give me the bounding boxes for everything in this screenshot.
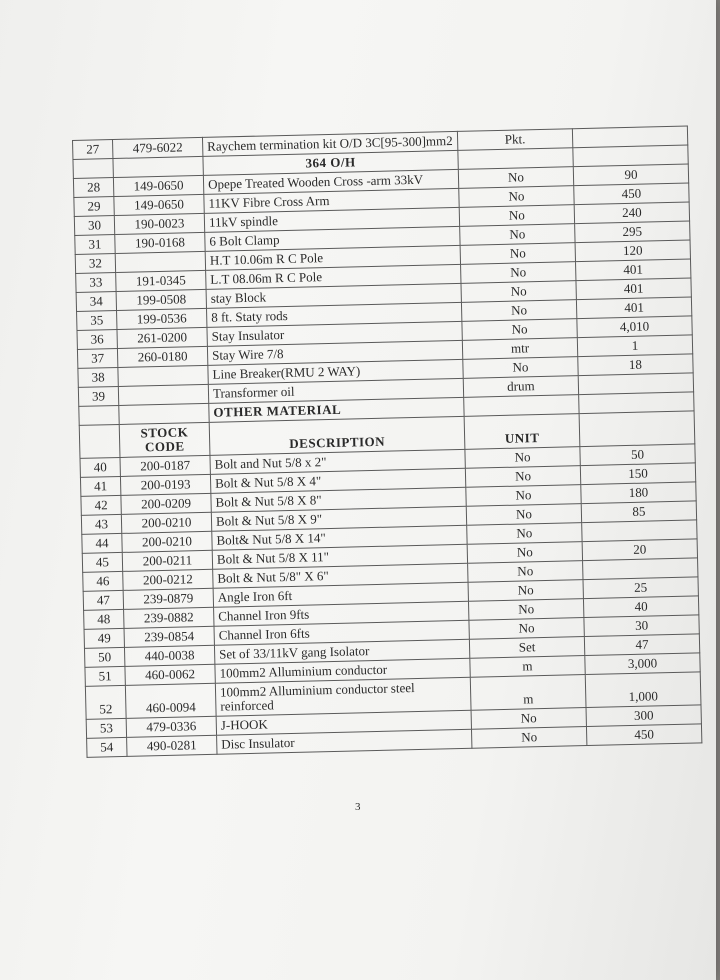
- item-number-cell: 48: [84, 609, 124, 629]
- description-cell: Stay Wire 7/8: [207, 340, 462, 365]
- stock-code-cell: 490-0281: [127, 735, 217, 756]
- description-cell: Transformer oil: [208, 378, 463, 403]
- description-cell: J-HOOK: [216, 710, 471, 735]
- description-cell: Bolt & Nut 5/8 X 8": [211, 487, 466, 512]
- unit-cell: No: [471, 727, 586, 749]
- description-cell: Set of 33/11kV gang Isolator: [214, 639, 469, 664]
- unit-header: UNIT: [464, 414, 580, 450]
- description-cell: H.T 10.06m R C Pole: [205, 245, 460, 270]
- stock-code-cell: 479-0336: [126, 716, 216, 737]
- stock-code-cell: 260-0180: [117, 346, 207, 367]
- quantity-cell: 18: [578, 354, 693, 376]
- quantity-cell: 300: [586, 705, 701, 727]
- description-cell: Bolt& Nut 5/8 X 14": [212, 525, 467, 550]
- description-cell: L.T 08.06m R C Pole: [206, 264, 461, 289]
- materials-table-sheet: [72, 126, 701, 758]
- quantity-cell: 450: [586, 724, 701, 746]
- unit-cell: No: [461, 262, 576, 284]
- description-cell: Channel Iron 6fts: [214, 620, 469, 645]
- description-cell: Disc Insulator: [217, 729, 472, 754]
- stock-code-cell: 440-0038: [124, 645, 214, 666]
- quantity-cell: 4,010: [577, 316, 692, 338]
- item-number-cell: 49: [84, 628, 124, 648]
- unit-cell: No: [466, 485, 581, 507]
- description-cell: Line Breaker(RMU 2 WAY): [208, 359, 463, 384]
- item-number-cell: 29: [74, 197, 114, 217]
- description-cell: Bolt and Nut 5/8 x 2": [210, 449, 465, 474]
- description-cell: Bolt & Nut 5/8 X 11": [212, 544, 467, 569]
- description-cell: stay Block: [206, 283, 461, 308]
- unit-cell: No: [461, 281, 576, 303]
- unit-cell: No: [460, 243, 575, 265]
- stock-code-cell: 479-6022: [113, 137, 203, 158]
- description-cell: Bolt & Nut 5/8" X 6": [213, 563, 468, 588]
- quantity-cell: 401: [576, 297, 691, 319]
- item-number-cell: 39: [78, 386, 118, 406]
- description-cell: 11KV Fibre Cross Arm: [204, 188, 459, 213]
- unit-cell: No: [459, 186, 574, 208]
- quantity-cell: 3,000: [585, 653, 700, 675]
- other-material-heading: OTHER MATERIAL: [209, 397, 464, 422]
- quantity-cell: 85: [581, 501, 696, 523]
- quantity-cell: 120: [575, 240, 690, 262]
- item-number-cell: 44: [82, 533, 122, 553]
- item-number-cell: 34: [76, 292, 116, 312]
- unit-cell: No: [468, 599, 583, 621]
- unit-cell: No: [467, 542, 582, 564]
- unit-cell: No: [463, 357, 578, 379]
- item-number-cell: 28: [73, 178, 113, 198]
- quantity-cell: 90: [573, 164, 688, 186]
- quantity-cell: 150: [580, 463, 695, 485]
- description-cell: 100mm2 Alluminium conductor: [215, 658, 470, 683]
- quantity-cell: 50: [580, 444, 695, 466]
- stock-code-cell: 460-0094: [125, 683, 216, 718]
- quantity-cell: 180: [581, 482, 696, 504]
- unit-cell: Set: [469, 637, 584, 659]
- item-number-cell: 51: [85, 666, 125, 686]
- description-cell: Bolt & Nut 5/8 X 9": [211, 506, 466, 531]
- quantity-cell: 1,000: [585, 672, 701, 708]
- unit-cell: m: [470, 675, 586, 711]
- page-number: 3: [355, 801, 361, 813]
- description-cell: Angle Iron 6ft: [213, 582, 468, 607]
- stock-code-cell: 200-0212: [123, 569, 213, 590]
- item-number-cell: 46: [83, 571, 123, 591]
- unit-cell: No: [468, 580, 583, 602]
- description-cell: 100mm2 Alluminium conductor steel reinforced: [215, 677, 471, 716]
- stock-code-cell: 200-0187: [120, 455, 210, 476]
- section-heading: 364 O/H: [203, 150, 458, 175]
- unit-cell: No: [465, 466, 580, 488]
- quantity-cell: 1: [577, 335, 692, 357]
- stock-code-cell: 460-0062: [125, 664, 215, 685]
- stock-code-cell: 190-0168: [115, 232, 205, 253]
- item-number-cell: 38: [78, 367, 118, 387]
- stock-code-cell: 239-0854: [124, 626, 214, 647]
- quantity-cell: 295: [575, 221, 690, 243]
- stock-code-cell: 149-0650: [113, 175, 203, 196]
- stock-code-cell: 149-0650: [114, 194, 204, 215]
- unit-cell: No: [469, 618, 584, 640]
- unit-cell: No: [461, 300, 576, 322]
- item-number-cell: 45: [82, 552, 122, 572]
- item-number-cell: 42: [81, 495, 121, 515]
- unit-cell: No: [467, 523, 582, 545]
- item-number-cell: 52: [85, 685, 126, 719]
- description-cell: 8 ft. Staty rods: [207, 302, 462, 327]
- unit-cell: No: [462, 319, 577, 341]
- unit-cell: No: [459, 205, 574, 227]
- stock-code-cell: 191-0345: [116, 270, 206, 291]
- stock-code-cell: 261-0200: [117, 327, 207, 348]
- description-cell: Opepe Treated Wooden Cross -arm 33kV: [203, 169, 458, 194]
- description-header: DESCRIPTION: [209, 416, 465, 455]
- unit-cell: No: [466, 504, 581, 526]
- item-number-cell: 32: [75, 254, 115, 274]
- item-number-cell: 54: [87, 737, 127, 757]
- stock-code-cell: [115, 251, 205, 272]
- stock-code-cell: 200-0209: [121, 493, 211, 514]
- description-cell: Stay Insulator: [207, 321, 462, 346]
- item-number-cell: 43: [81, 514, 121, 534]
- unit-cell: No: [468, 561, 583, 583]
- description-cell: Channel Iron 9fts: [214, 601, 469, 626]
- item-number-cell: 30: [74, 216, 114, 236]
- quantity-cell: 25: [583, 577, 698, 599]
- stock-code-cell: 200-0210: [121, 512, 211, 533]
- stock-code-cell: [118, 384, 208, 405]
- stock-code-cell: 199-0508: [116, 289, 206, 310]
- quantity-cell: 30: [584, 615, 699, 637]
- description-cell: 11kV spindle: [204, 207, 459, 232]
- stock-code-cell: [118, 365, 208, 386]
- unit-cell: drum: [463, 376, 578, 398]
- stock-code-cell: 200-0210: [122, 531, 212, 552]
- stock-code-cell: 239-0879: [123, 588, 213, 609]
- unit-cell: Pkt.: [457, 129, 572, 151]
- unit-cell: No: [458, 167, 573, 189]
- item-number-cell: 41: [80, 476, 120, 496]
- item-number-cell: 47: [83, 590, 123, 610]
- item-number-cell: 53: [86, 718, 126, 738]
- item-number-cell: 36: [77, 329, 117, 349]
- unit-cell: No: [460, 224, 575, 246]
- stock-code-header: STOCK CODE: [119, 422, 210, 457]
- item-number-cell: 27: [73, 140, 113, 160]
- item-number-cell: 35: [77, 310, 117, 330]
- item-number-cell: 50: [84, 647, 124, 667]
- unit-cell: No: [471, 708, 586, 730]
- item-number-cell: 33: [76, 273, 116, 293]
- quantity-cell: 240: [574, 202, 689, 224]
- item-number-cell: 31: [75, 235, 115, 255]
- description-cell: 6 Bolt Clamp: [205, 226, 460, 251]
- description-cell: Bolt & Nut 5/8 X 4": [210, 468, 465, 493]
- stock-code-cell: 200-0193: [120, 474, 210, 495]
- unit-cell: m: [470, 656, 585, 678]
- description-cell: Raychem termination kit O/D 3C[95-300]mm2: [202, 131, 457, 156]
- item-number-cell: 40: [80, 457, 120, 477]
- stock-code-cell: 200-0211: [122, 550, 212, 571]
- stock-code-cell: 199-0536: [117, 308, 207, 329]
- item-number-cell: 37: [77, 348, 117, 368]
- quantity-cell: 20: [582, 539, 697, 561]
- quantity-cell: 401: [576, 278, 691, 300]
- materials-table: [72, 125, 702, 757]
- unit-cell: No: [465, 447, 580, 469]
- quantity-cell: 401: [576, 259, 691, 281]
- unit-cell: mtr: [462, 338, 577, 360]
- stock-code-cell: 190-0023: [114, 213, 204, 234]
- quantity-cell: 47: [584, 634, 699, 656]
- quantity-cell: 40: [583, 596, 698, 618]
- quantity-cell: 450: [574, 183, 689, 205]
- stock-code-cell: 239-0882: [124, 607, 214, 628]
